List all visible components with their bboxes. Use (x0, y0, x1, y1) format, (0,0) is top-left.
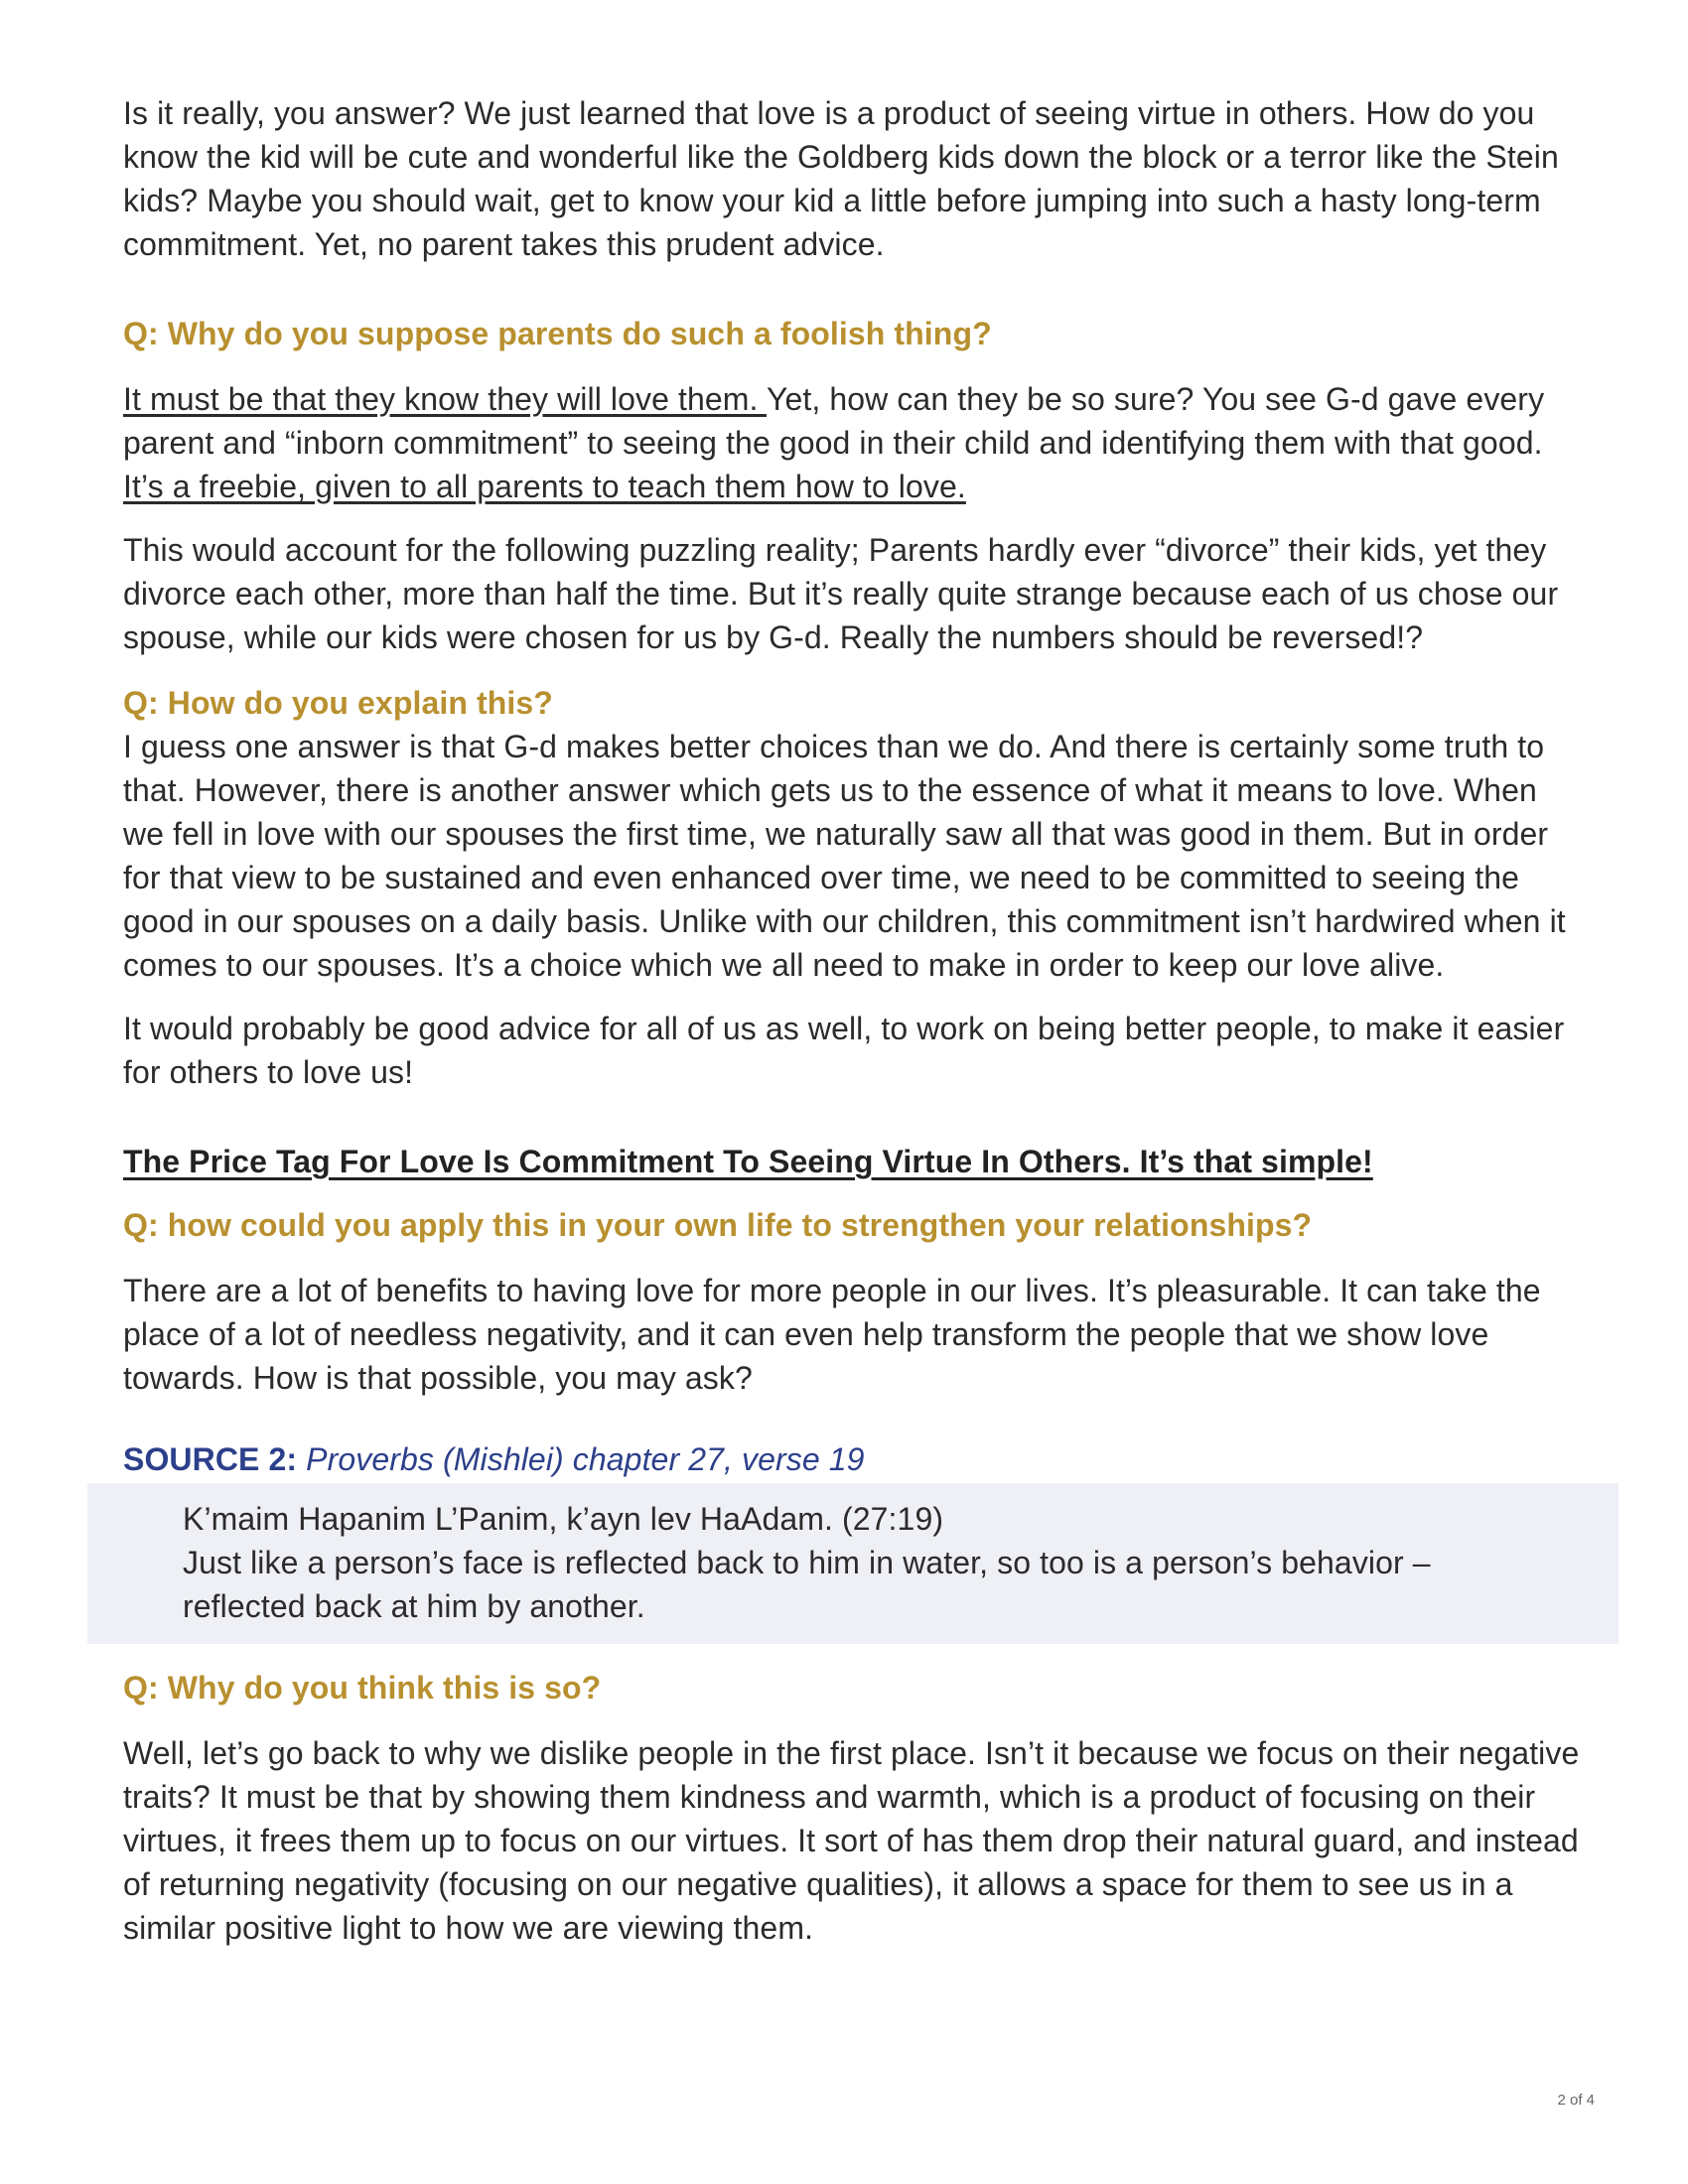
source-reference: Proverbs (Mishlei) chapter 27, verse 19 (306, 1441, 865, 1477)
source-translation: Just like a person’s face is reflected back to him in water, so too is a person’s behavior – reflected back at him by another. (183, 1545, 1431, 1624)
question-2: Q: How do you explain this? (123, 685, 553, 721)
paragraph-4: I guess one answer is that G-d makes better choices than we do. And there is certainly some truth to that. However, there is another answer which gets us to the essence of what it means to love. When we fell in love with our spouses the first time, we naturally saw all that was good in them. But in order for that view to be sustained and even enhanced over time, we need to be committed to seeing the good in our spouses on a daily basis. Unlike with our children, this commitment isn’t hardwired when it comes to our spouses. It’s a choice which we all need to make in order to keep our love alive. (123, 729, 1566, 983)
question-4: Q: Why do you think this is so? (123, 1670, 602, 1706)
paragraph-2-underlined-end: It’s a freebie, given to all parents to teach them how to love. (123, 469, 966, 504)
source-heading (123, 1437, 1583, 1481)
question-3: Q: how could you apply this in your own life to strengthen your relationships? (123, 1207, 1313, 1243)
source-transliteration: K’maim Hapanim L’Panim, k’ayn lev HaAdam. (27:19) (183, 1501, 944, 1537)
headline-statement: The Price Tag For Love Is Commitment To Seeing Virtue In Others. It’s that simple! (123, 1144, 1373, 1179)
paragraph-7: Well, let’s go back to why we dislike people in the first place. Isn’t it because we focus on their negative traits? It must be that by showing them kindness and warmth, which is a product of focusing on their virtues, it frees them up to focus on our virtues. It sort of has them drop their natural guard, and instead of returning negativity (focusing on our negative qualities), it allows a space for them to see us in a similar positive light to how we are viewing them. (123, 1735, 1580, 1946)
paragraph-1: Is it really, you answer? We just learned that love is a product of seeing virtue in others. How do you know the kid will be cute and wonderful like the Goldberg kids down the block or a terror like the Stein kids? Maybe you should wait, get to know your kid a little before jumping into such a hasty long-term commitment. Yet, no parent takes this prudent advice. (123, 95, 1559, 262)
paragraph-6: There are a lot of benefits to having love for more people in our lives. It’s pleasurable. It can take the place of a lot of needless negativity, and it can even help transform the people that we show love towards. How is that possible, you may ask? (123, 1273, 1541, 1396)
paragraph-2-underlined-start: It must be that they know they will love them. (123, 381, 767, 417)
page-number: 2 of 4 (1557, 2092, 1595, 2109)
question-1: Q: Why do you suppose parents do such a foolish thing? (123, 316, 992, 351)
paragraph-2 (123, 377, 1583, 508)
paragraph-2-middle: Yet, how can they be so sure? You see G-d gave every parent and “inborn commitment” to seeing the good in their child and identifying them with that good. (123, 381, 1545, 461)
source-quote-box (87, 1483, 1618, 1644)
source-label: SOURCE 2: (123, 1441, 298, 1477)
paragraph-5: It would probably be good advice for all of us as well, to work on being better people, to make it easier for others to love us! (123, 1011, 1565, 1090)
document-body (123, 91, 1583, 1950)
paragraph-3: This would account for the following puzzling reality; Parents hardly ever “divorce” their kids, yet they divorce each other, more than half the time. But it’s really quite strange because each of us chose our spouse, while our kids were chosen for us by G-d. Really the numbers should be reversed!? (123, 532, 1559, 655)
